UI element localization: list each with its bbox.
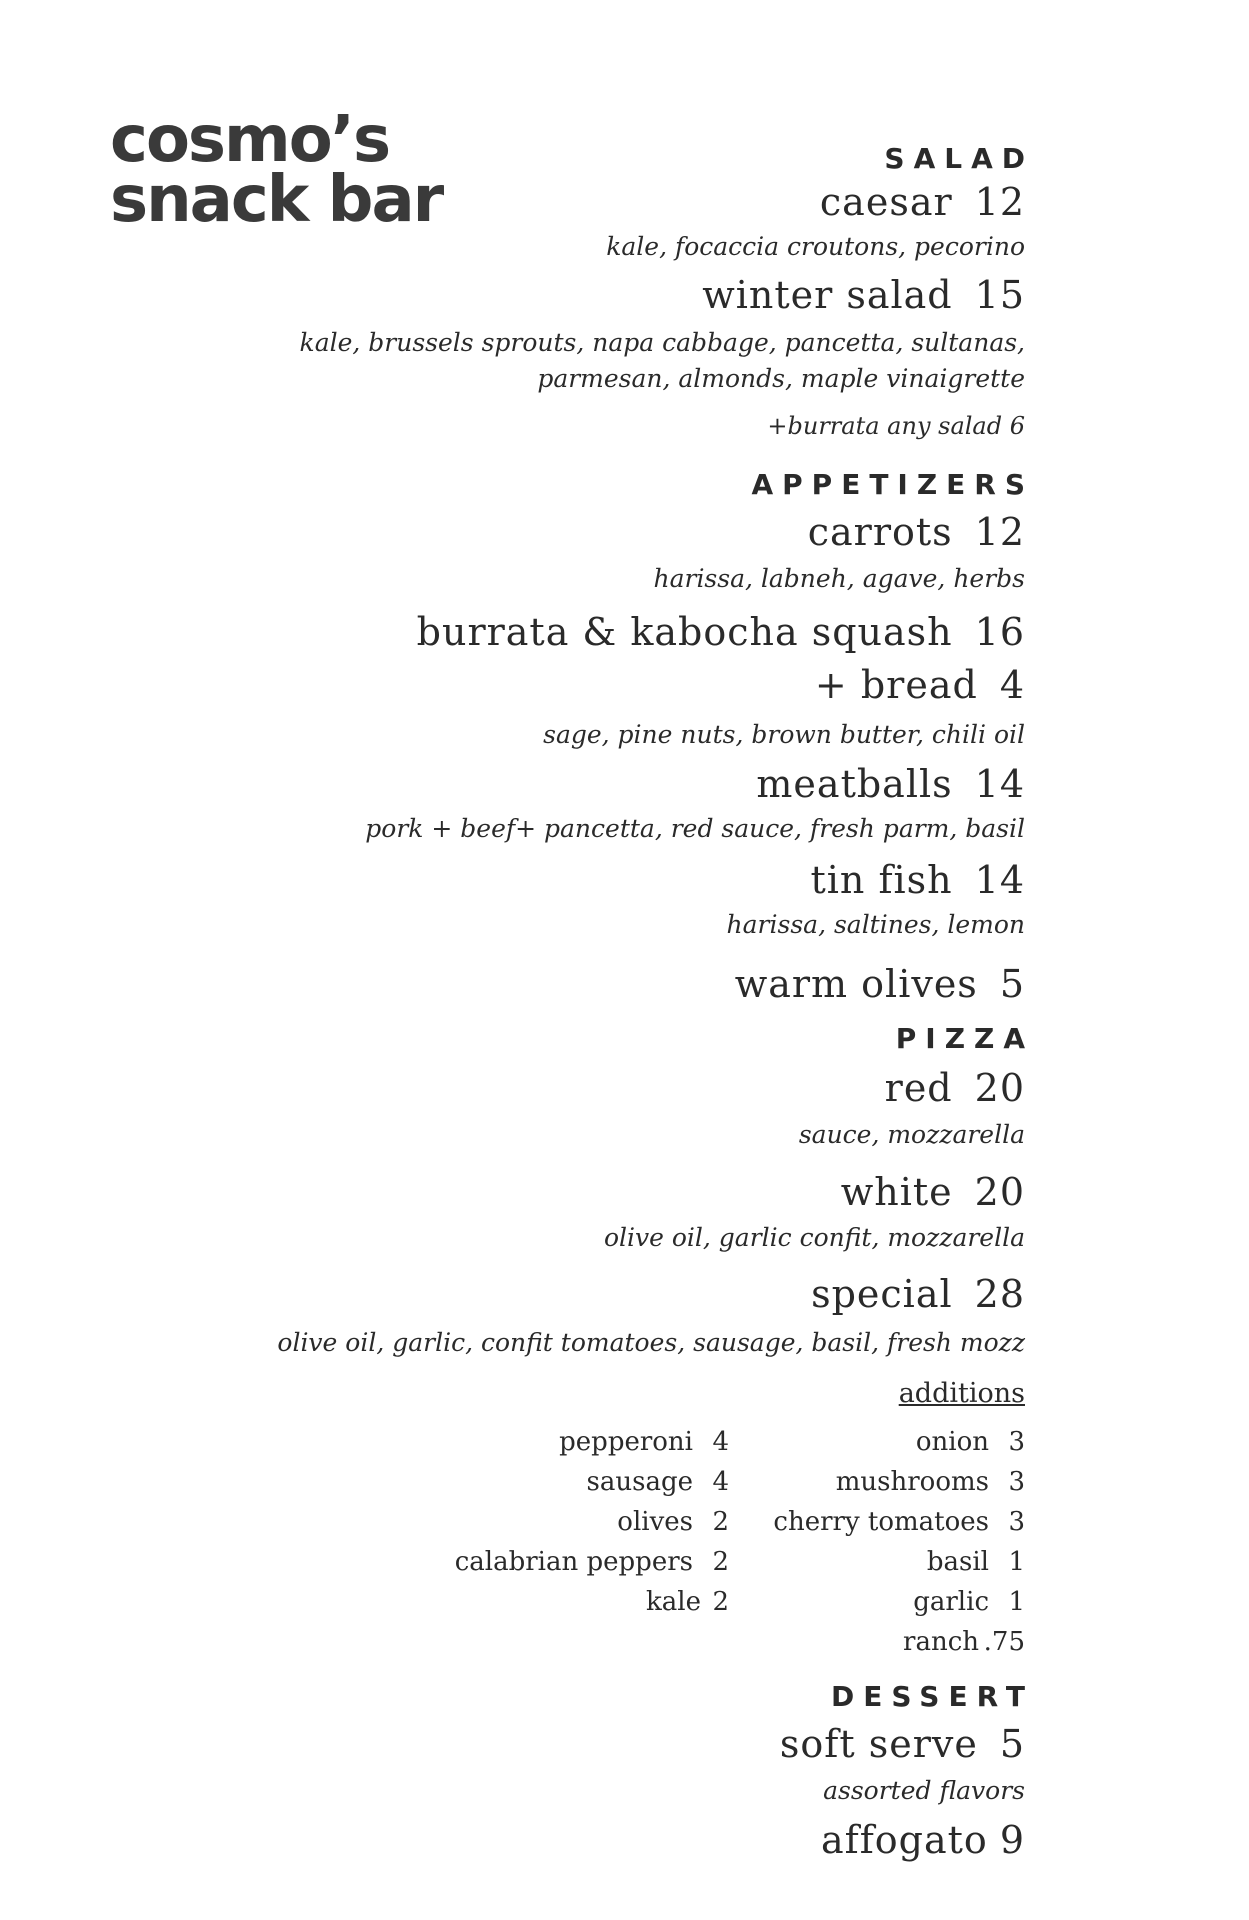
item-price: 15 [974, 273, 1025, 317]
additions-right-list [773, 1422, 1025, 1662]
menu-item-warm-olives [735, 962, 1025, 1006]
item-description: sage, pine nuts, brown butter, chili oil [543, 720, 1025, 749]
item-name: soft serve [779, 1722, 978, 1766]
section-heading-pizza: PIZZA [895, 1022, 1034, 1055]
addition-item [773, 1582, 1025, 1622]
salad-addon-note: +burrata any salad 6 [767, 412, 1025, 440]
item-description: pork + beef+ pancetta, red sauce, fresh parm, basil [365, 814, 1025, 843]
item-description: assorted flavors [823, 1776, 1025, 1805]
item-price: 20 [974, 1170, 1025, 1214]
menu-item-winter-salad [702, 273, 1025, 317]
item-name: + bread [814, 663, 978, 707]
addition-price: 3 [1008, 1507, 1025, 1537]
addition-item [773, 1502, 1025, 1542]
addition-price: 4 [712, 1427, 729, 1457]
item-description: kale, focaccia croutons, pecorino [606, 232, 1025, 261]
item-name: tin fish [810, 858, 953, 902]
addition-item [455, 1462, 729, 1502]
brand-line-2: snack bar [110, 163, 443, 237]
addition-name: cherry tomatoes [773, 1507, 989, 1537]
additions-heading: additions [898, 1378, 1025, 1409]
item-price: 14 [974, 858, 1025, 902]
brand-line-1: cosmo’s [110, 103, 390, 177]
addition-name: calabrian peppers [454, 1547, 693, 1577]
item-description: olive oil, garlic confit, mozzarella [603, 1223, 1025, 1252]
item-name: burrata & kabocha squash [416, 610, 953, 654]
item-name: caesar [819, 180, 953, 224]
addition-item [455, 1582, 729, 1622]
menu-item-meatballs [756, 762, 1025, 806]
addition-price: 3 [1008, 1427, 1025, 1457]
addition-price: 4 [712, 1467, 729, 1497]
item-price: 4 [999, 663, 1025, 707]
item-description: sauce, mozzarella [798, 1120, 1025, 1149]
item-description: kale, brussels sprouts, napa cabbage, pancetta, sultanas, [299, 328, 1025, 357]
item-price: 5 [999, 962, 1025, 1006]
menu-item-tin-fish [810, 858, 1025, 902]
addition-name: pepperoni [559, 1427, 693, 1457]
addition-item [455, 1422, 729, 1462]
addition-name: kale [646, 1587, 701, 1617]
addition-name: garlic [913, 1587, 989, 1617]
item-name: white [840, 1170, 953, 1214]
addition-name: mushrooms [835, 1467, 989, 1497]
menu-item-white [841, 1170, 1025, 1214]
section-heading-salad: SALAD [884, 142, 1034, 175]
item-name: special [811, 1272, 953, 1316]
section-heading-appetizers: APPETIZERS [751, 468, 1034, 501]
menu-item-burrata [417, 610, 1025, 654]
addition-price: .75 [983, 1627, 1025, 1657]
menu-item-carrots [808, 510, 1025, 554]
item-name: carrots [807, 510, 953, 554]
addition-item [773, 1422, 1025, 1462]
section-heading-dessert: DESSERT [831, 1680, 1034, 1713]
item-description: harissa, labneh, agave, herbs [653, 564, 1025, 593]
menu-item-affogato [821, 1818, 1025, 1862]
item-price: 28 [974, 1272, 1025, 1316]
item-name: meatballs [756, 762, 953, 806]
item-price: 12 [974, 180, 1025, 224]
addition-name: sausage [586, 1467, 693, 1497]
menu-item-red [885, 1066, 1025, 1110]
addition-item [455, 1542, 729, 1582]
addition-price: 3 [1008, 1467, 1025, 1497]
addition-item [773, 1622, 1025, 1662]
addition-name: olives [617, 1507, 693, 1537]
addition-item [773, 1462, 1025, 1502]
addition-name: ranch [903, 1627, 979, 1657]
addition-name: onion [915, 1427, 989, 1457]
addition-name: basil [926, 1547, 989, 1577]
addition-price: 1 [1008, 1587, 1025, 1617]
brand-logo [110, 103, 443, 237]
addition-price: 2 [712, 1507, 729, 1537]
addition-price: 1 [1008, 1547, 1025, 1577]
item-price: 14 [974, 762, 1025, 806]
addition-item [773, 1542, 1025, 1582]
menu-item-special [811, 1272, 1025, 1316]
addition-price: 2 [712, 1587, 729, 1617]
item-name: winter salad [702, 273, 953, 317]
menu-item-soft-serve [780, 1722, 1025, 1766]
item-description: olive oil, garlic, confit tomatoes, sausage, basil, fresh mozz [277, 1328, 1025, 1357]
additions-left-list [455, 1422, 729, 1622]
item-price: 9 [999, 1818, 1025, 1862]
item-price: 12 [974, 510, 1025, 554]
addition-item [455, 1502, 729, 1542]
menu-item-bread-addon [815, 663, 1025, 707]
item-description: parmesan, almonds, maple vinaigrette [537, 364, 1025, 393]
addition-price: 2 [712, 1547, 729, 1577]
item-name: affogato [821, 1818, 988, 1862]
item-price: 5 [999, 1722, 1025, 1766]
menu-item-caesar [820, 180, 1025, 224]
item-price: 16 [974, 610, 1025, 654]
item-name: warm olives [734, 962, 978, 1006]
item-name: red [884, 1066, 953, 1110]
item-description: harissa, saltines, lemon [726, 910, 1025, 939]
item-price: 20 [974, 1066, 1025, 1110]
